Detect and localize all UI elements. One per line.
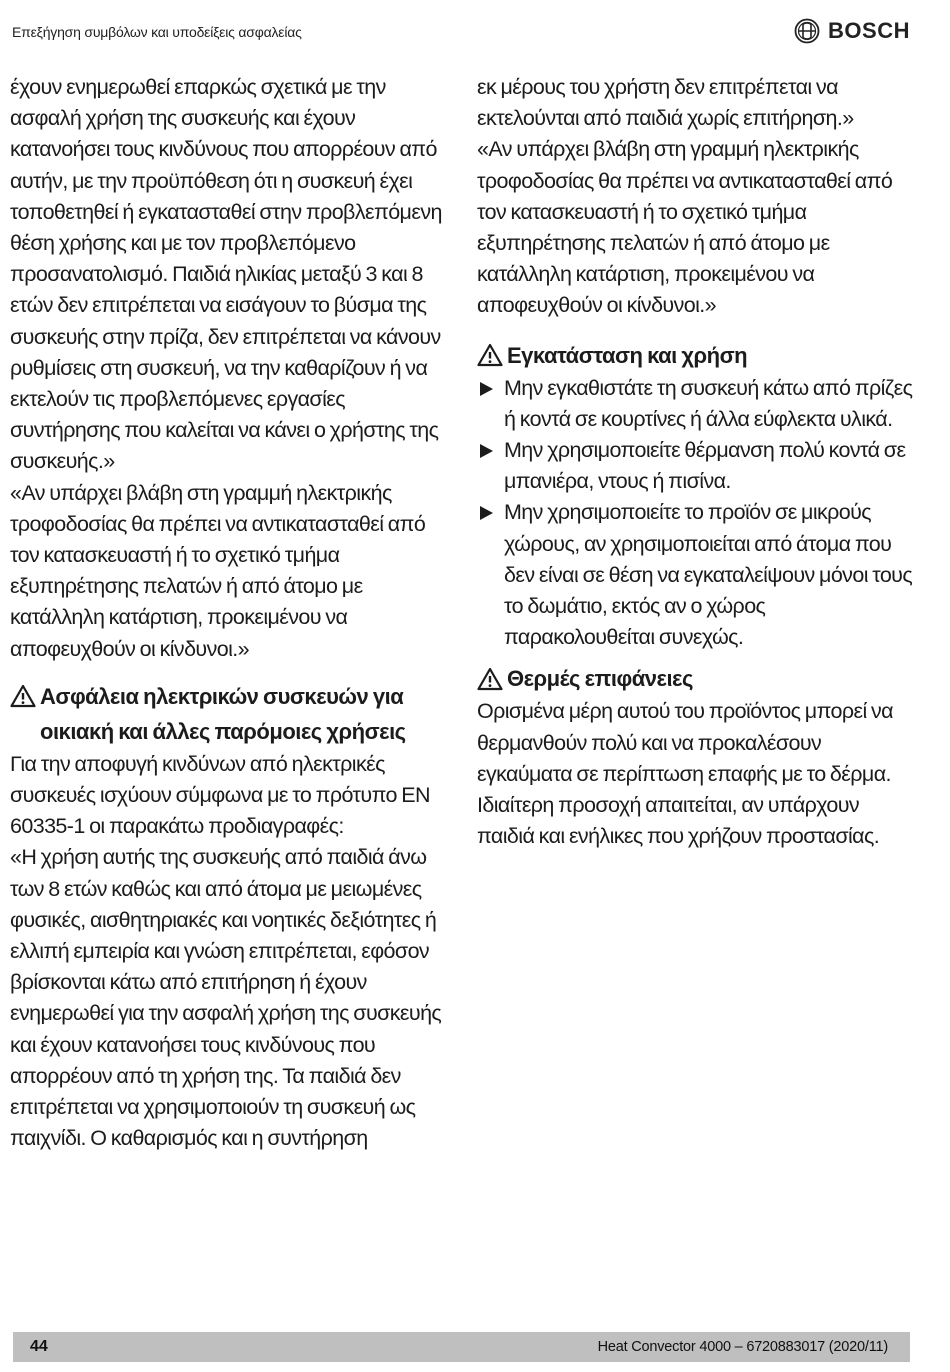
paragraph: Για την αποφυγή κινδύνων από ηλεκτρικές συσκευές ισχύουν σύμφωνα με το πρότυπο EN 60335-1 οι παρακάτω προδιαγραφές: — [10, 751, 430, 839]
bosch-armature-icon — [794, 18, 820, 44]
warning-icon — [10, 679, 40, 714]
list-item — [477, 373, 917, 435]
list-item-text: Μην χρησιμοποιείτε το προϊόν σε μικρούς χώρους, αν χρησιμοποιείται από άτομα που δεν είναι σε θέση να εγκαταλείψουν μόνοι τους το δωμάτιο, εκτός αν ο χώρος παρακολουθείται συνεχώς. — [504, 500, 913, 650]
section-heading-installation — [477, 338, 917, 373]
list-item-text: Μην εγκαθιστάτε τη συσκευή κάτω από πρίζες ή κοντά σε κουρτίνες ή άλλα εύφλεκτα υλικά. — [504, 375, 913, 431]
list-item — [477, 435, 917, 497]
list-item — [477, 497, 917, 653]
paragraph: «Αν υπάρχει βλάβη στη γραμμή ηλεκτρικής τροφοδοσίας θα πρέπει να αντικατασταθεί από τον κατασκευαστή ή το σχετικό τμήμα εξυπηρέτησης πελατών ή από άτομο με κατάλληλη κατάρτιση, προκειμένου να αποφευχθούν οι κίνδυνοι.» — [10, 480, 426, 661]
bullet-arrow-icon — [480, 444, 493, 458]
page-footer — [13, 1332, 910, 1362]
section-heading-hot-surfaces — [477, 661, 917, 696]
warning-icon — [477, 661, 507, 696]
left-column — [10, 72, 446, 1155]
bosch-logo — [794, 18, 910, 44]
paragraph: Ορισμένα μέρη αυτού του προϊόντος μπορεί να θερμανθούν πολύ και να προκαλέσουν εγκαύματα σε περίπτωση επαφής με το δέρμα. Ιδιαίτερη προσοχή απαιτείται, αν υπάρχουν παιδιά και ενήλικες που χρήζουν προστασίας. — [477, 699, 894, 849]
section-title: Επεξήγηση συμβόλων και υποδείξεις ασφαλείας — [12, 24, 302, 40]
paragraph: «Η χρήση αυτής της συσκευής από παιδιά άνω των 8 ετών καθώς και από άτομα με μειωμένες φυσικές, αισθητηριακές και νοητικές δεξιότητες ή ελλιπή εμπειρία και γνώση επιτρέπεται, εφόσον βρίσκονται κάτω από επιτήρηση ή έχουν ενημερωθεί για την ασφαλή χρήση της συσκευής και έχουν κατανοήσει τους κινδύνους που απορρέουν από τη χρήση της. Τα παιδιά δεν επιτρέπεται να χρησιμοποιούν τη συσκευή ως παιχνίδι. Ο καθαρισμός και η συντήρηση — [10, 845, 442, 1151]
heading-text: Εγκατάσταση και χρήση — [507, 342, 748, 368]
heading-text: Ασφάλεια ηλεκτρικών συσκευών για οικιακή και άλλες παρόμοιες χρήσεις — [40, 683, 406, 744]
brand-name: BOSCH — [828, 18, 910, 43]
heading-text: Θερμές επιφάνειες — [507, 666, 693, 692]
paragraph: «Αν υπάρχει βλάβη στη γραμμή ηλεκτρικής τροφοδοσίας θα πρέπει να αντικατασταθεί από τον κατασκευαστή ή το σχετικό τμήμα εξυπηρέτησης πελατών ή από άτομο με κατάλληλη κατάρτιση, προκειμένου να αποφευχθούν οι κίνδυνοι.» — [477, 137, 893, 318]
warning-icon — [477, 338, 507, 373]
list-item-text: Μην χρησιμοποιείτε θέρμανση πολύ κοντά σε μπανιέρα, ντους ή πισίνα. — [504, 438, 906, 494]
bullet-arrow-icon — [480, 382, 493, 396]
paragraph: έχουν ενημερωθεί επαρκώς σχετικά με την ασφαλή χρήση της συσκευής και έχουν κατανοήσει τους κινδύνους που απορρέουν από αυτήν, με την προϋπόθεση ότι η συσκευή έχει τοποθετηθεί ή εγκατασταθεί στην προβλεπόμενη θέση χρήσης και με τον προβλεπόμενο προσανατολισμό. Παιδιά ηλικίας μεταξύ 3 και 8 ετών δεν επιτρέπεται να εισάγουν το βύσμα της συσκευής στην πρίζα, δεν επιτρέπεται να κάνουν ρυθμίσεις στη συσκευή, να την καθαρίζουν ή να εκτελούν τις προβλεπόμενες εργασίες συντήρησης που καλείται να κάνει ο χρήστης της συσκευής.» — [10, 75, 442, 474]
page-header — [12, 18, 910, 48]
paragraph: εκ μέρους του χρήστη δεν επιτρέπεται να εκτελούνται από παιδιά χωρίς επιτήρηση.» — [477, 75, 854, 131]
section-heading-electrical-safety — [10, 679, 446, 749]
right-column — [477, 72, 917, 852]
bullet-arrow-icon — [480, 506, 493, 520]
document-reference: Heat Convector 4000 – 6720883017 (2020/11) — [597, 1339, 888, 1355]
page-number: 44 — [30, 1338, 48, 1355]
instruction-list — [477, 373, 917, 654]
